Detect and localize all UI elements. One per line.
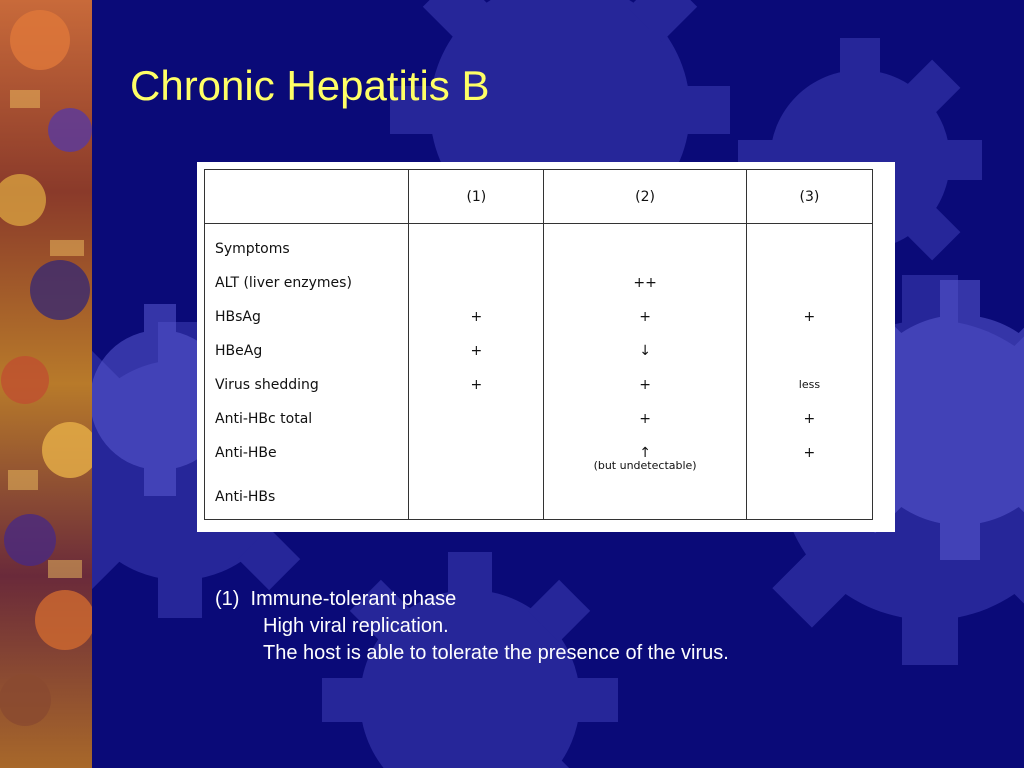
up-arrow-value: ↑	[639, 445, 651, 461]
table-cell: +	[470, 343, 483, 359]
row-labels-column	[205, 224, 409, 520]
phase-notes	[215, 586, 729, 667]
table-cell	[544, 436, 746, 480]
phase-1-column	[409, 224, 544, 520]
table-header-row	[205, 170, 873, 224]
table-cell: less	[798, 378, 821, 391]
table-cell	[747, 266, 872, 300]
row-label: Virus shedding	[215, 377, 319, 393]
table-cell	[544, 232, 746, 266]
row-label: HBeAg	[215, 343, 263, 359]
note-line-replication: High viral replication.	[263, 615, 449, 637]
row-label: ALT (liver enzymes)	[215, 275, 352, 291]
hepatitis-phase-table	[204, 169, 873, 520]
header-cell-empty	[205, 170, 409, 224]
table-body-row	[205, 224, 873, 520]
table-cell	[409, 436, 543, 480]
hepatitis-phase-table-panel	[197, 162, 895, 532]
table-cell	[747, 232, 872, 266]
table-cell	[544, 480, 746, 514]
table-cell: ++	[633, 275, 657, 291]
table-cell: +	[639, 309, 651, 325]
table-cell: +	[803, 445, 816, 461]
table-cell-note: (but undetectable)	[593, 459, 697, 472]
table-cell	[747, 480, 872, 514]
decorative-side-strip	[0, 0, 92, 768]
row-label: Symptoms	[215, 241, 290, 257]
slide-title: Chronic Hepatitis B	[130, 62, 490, 109]
row-label: HBsAg	[215, 309, 261, 325]
table-cell: +	[803, 309, 816, 325]
table-cell	[409, 266, 543, 300]
table-cell	[409, 480, 543, 514]
note-line-phase: (1) Immune-tolerant phase	[215, 588, 457, 610]
row-label: Anti-HBs	[215, 489, 276, 505]
table-cell: ↓	[639, 343, 651, 359]
table-cell	[409, 232, 543, 266]
header-cell-phase-2: (2)	[544, 170, 747, 224]
note-line-tolerance: The host is able to tolerate the presence of the virus.	[263, 642, 729, 664]
table-cell	[409, 402, 543, 436]
table-cell: +	[639, 377, 651, 393]
phase-2-column	[544, 224, 747, 520]
phase-3-column	[746, 224, 872, 520]
table-cell: +	[639, 411, 651, 427]
row-label: Anti-HBc total	[215, 411, 313, 427]
table-cell: +	[470, 309, 483, 325]
header-cell-phase-1: (1)	[409, 170, 544, 224]
table-cell: +	[470, 377, 483, 393]
table-cell	[747, 334, 872, 368]
row-label: Anti-HBe	[215, 445, 277, 461]
header-cell-phase-3: (3)	[746, 170, 872, 224]
table-cell: +	[803, 411, 816, 427]
